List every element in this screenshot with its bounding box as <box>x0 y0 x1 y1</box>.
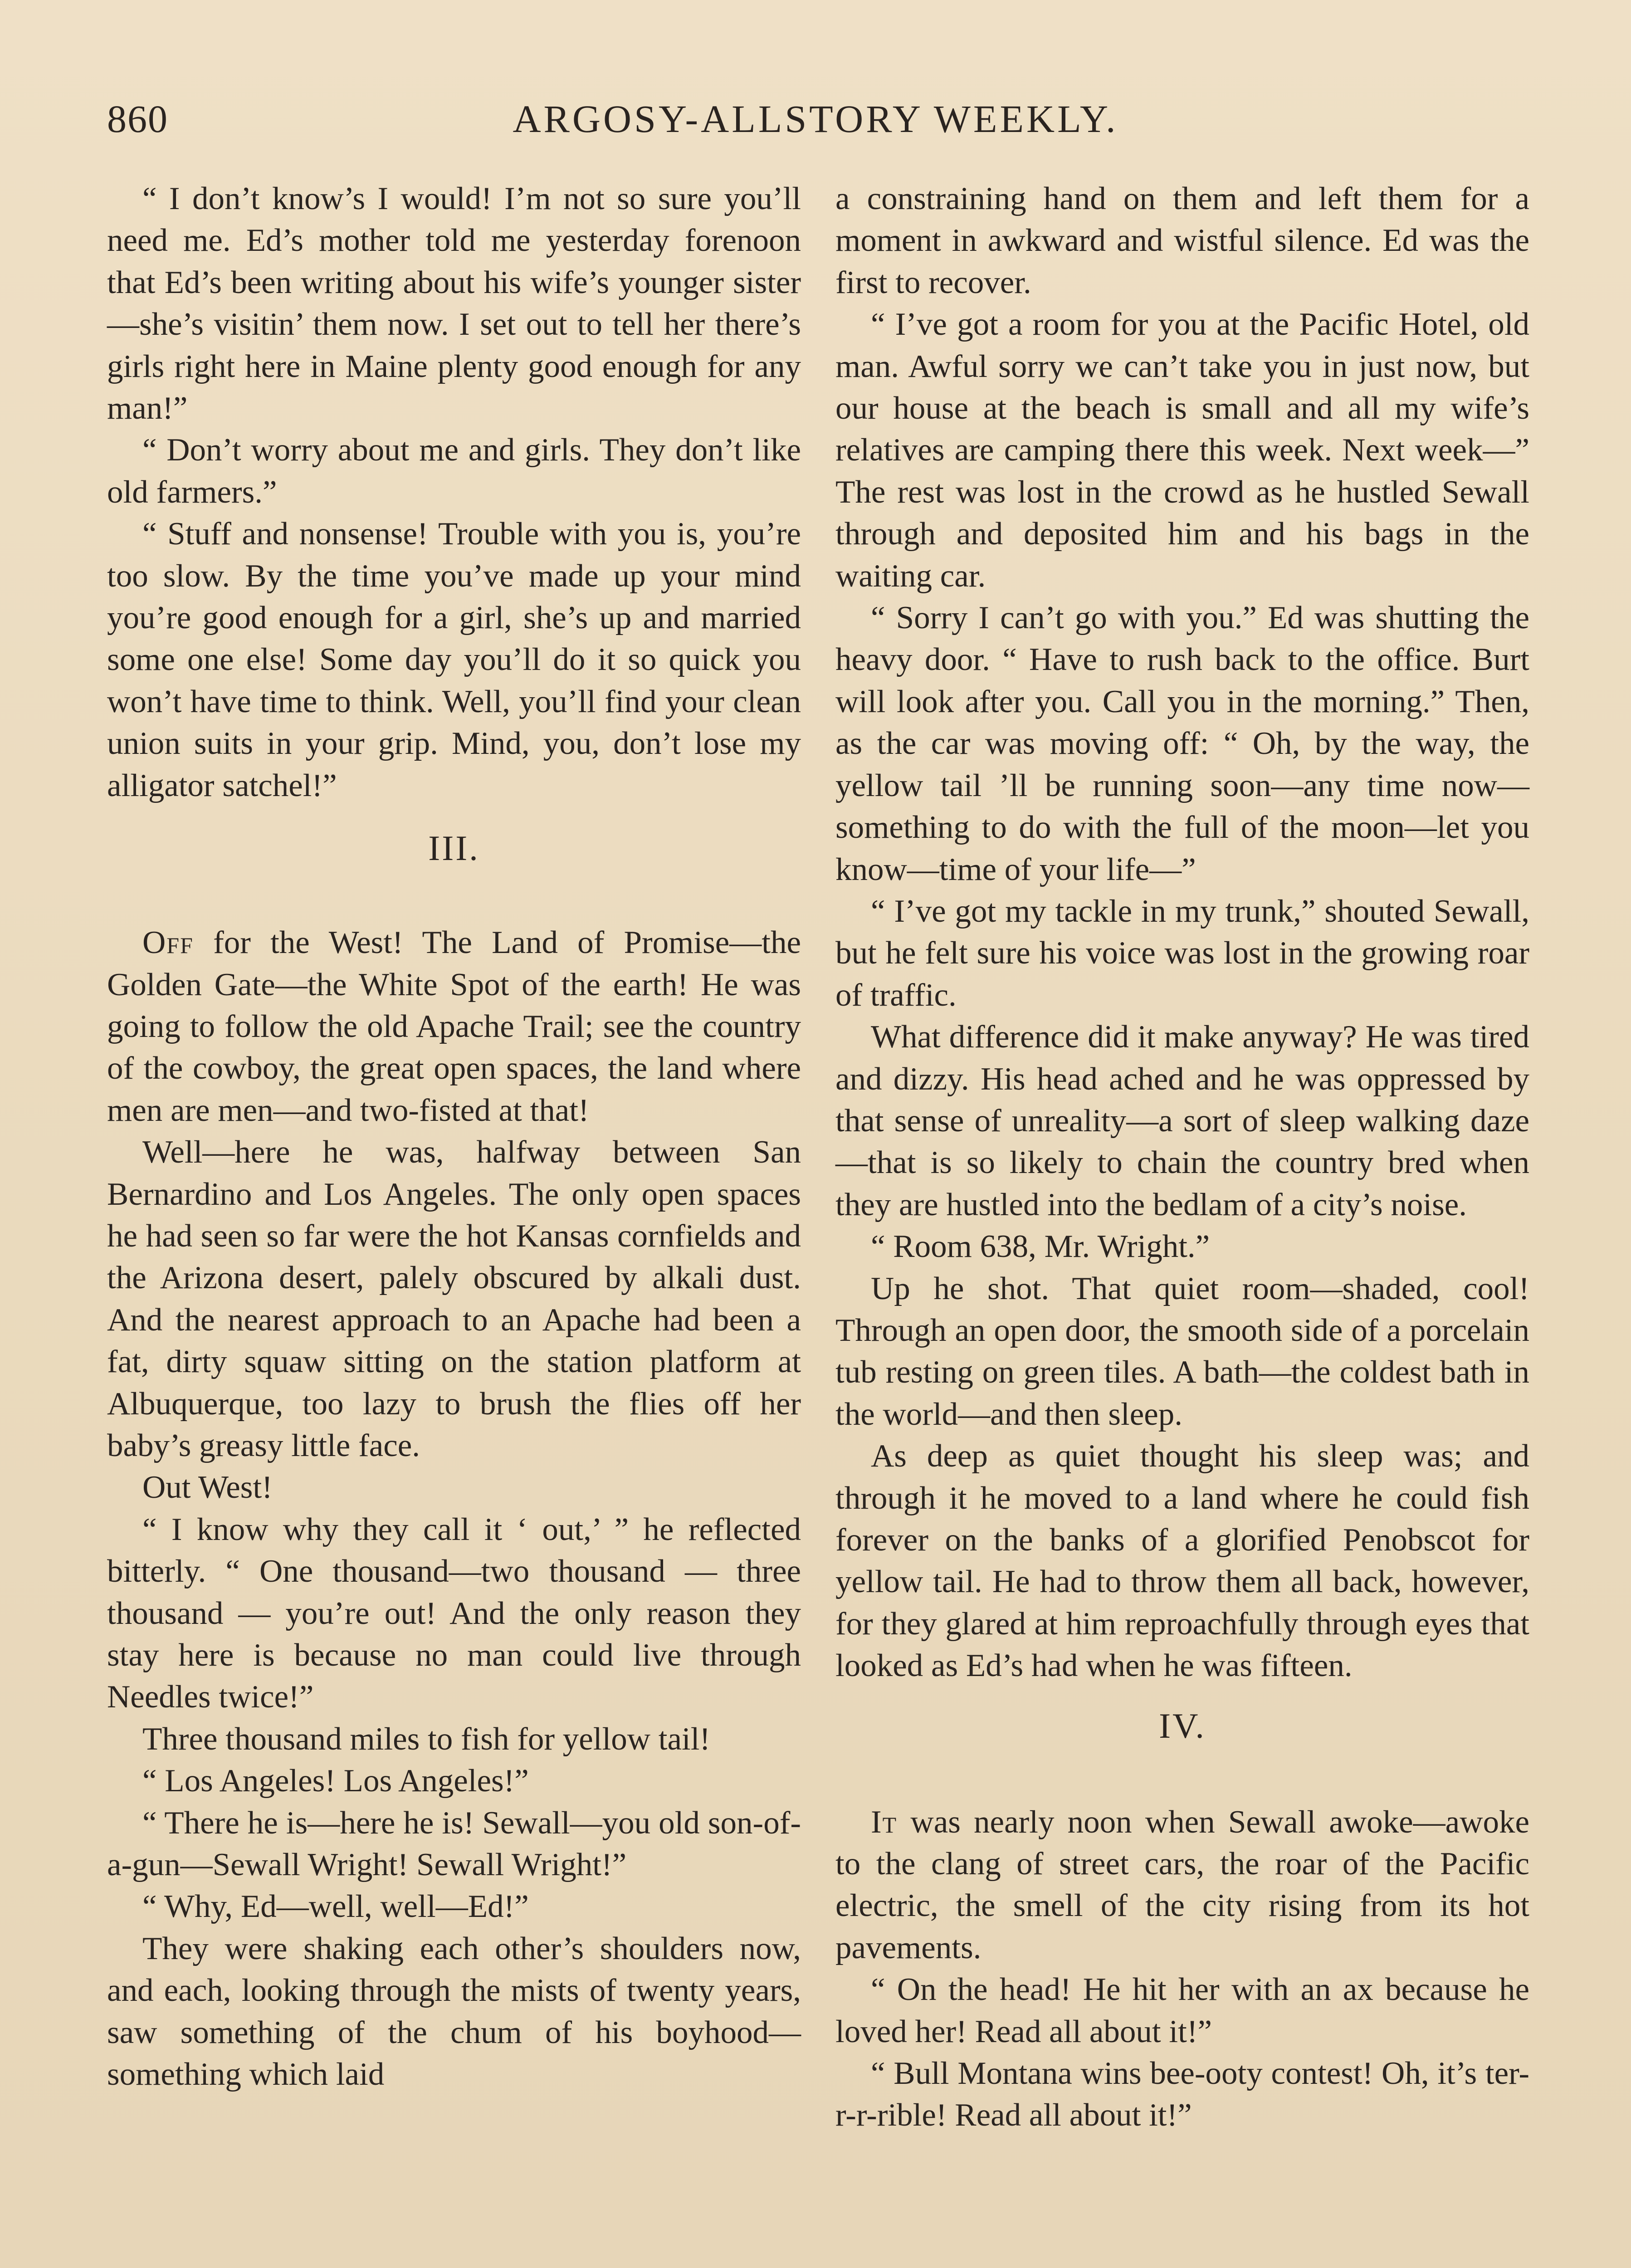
paragraph: “ Stuff and nonsense! Trouble with you is, you’re too slow. By the time you’ve made up your mind you’re good enough for a girl, she’s up and married some one else! Some day you’ll do it so quick you won’t have time to think. Well, you’ll find your clean union suits in your grip. Mind, you, don’t lose my alligator satchel!” <box>107 516 801 803</box>
paragraph: “ I’ve got a room for you at the Pacific Hotel, old man. Awful sorry we can’t take you in just now, but our house at the beach is small and all my wife’s relatives are camping there this week. Next week—” The rest was lost in the crowd as he hustled Sewall through and deposited him and his bags in the waiting car. <box>835 307 1529 594</box>
page-number: 860 <box>107 97 168 141</box>
drop-lead-word: It <box>871 1804 898 1840</box>
paragraph <box>835 1801 1529 1969</box>
chapter-heading: III. <box>428 828 480 868</box>
paragraph-continued: a constraining hand on them and left them for a moment in awkward and wistful silence. Ed was the first to recover. <box>835 181 1529 300</box>
right-column <box>835 178 1529 2136</box>
paragraph-text: for the West! The Land of Promise—the Golden Gate—the White Spot of the earth! He was going to follow the old Apache Trail; see the country of the cowboy, the great open spaces, the land where men are men—and two-fisted at that! <box>107 925 801 1128</box>
paragraph-text: was nearly noon when Sewall awoke—awoke to the clang of street cars, the roar of the Pacific electric, the smell of the city rising from its hot pavements. <box>835 1804 1529 1965</box>
paragraph: “ Don’t worry about me and girls. They don’t like old farmers.” <box>107 432 801 510</box>
paragraph: “ Los Angeles! Los Angeles!” <box>142 1763 529 1799</box>
paragraph: What difference did it make anyway? He was tired and dizzy. His head ached and he was oppressed by that sense of unreality—a sort of sleep walking daze—that is so likely to chain the country bred when they are hustled into the bedlam of a city’s noise. <box>835 1019 1529 1222</box>
paragraph: Out West! <box>142 1470 273 1505</box>
paragraph: “ Bull Montana wins bee-ooty contest! Oh, it’s ter-r-r-rible! Read all about it!” <box>835 2056 1529 2133</box>
left-column <box>107 178 801 2095</box>
paragraph: “ Room 638, Mr. Wright.” <box>871 1229 1210 1265</box>
drop-lead-word: Off <box>142 925 194 961</box>
paragraph <box>107 922 801 1131</box>
paragraph: “ On the head! He hit her with an ax because he loved her! Read all about it!” <box>835 1972 1529 2049</box>
page-header <box>107 96 1524 151</box>
paragraph: “ I don’t know’s I would! I’m not so sure you’ll need me. Ed’s mother told me yesterday forenoon that Ed’s been writing about his wife’s younger sister—she’s visitin’ them now. I set out to tell her there’s girls right here in Maine plenty good enough for any man!” <box>107 181 801 426</box>
paragraph: Up he shot. That quiet room—shaded, cool! Through an open door, the smooth side of a porcelain tub resting on green tiles. A bath—the coldest bath in the world—and then sleep. <box>835 1271 1529 1432</box>
paragraph: “ Sorry I can’t go with you.” Ed was shutting the heavy door. “ Have to rush back to the office. Burt will look after you. Call you in the morning.” Then, as the car was moving off: “ Oh, by the way, the yellow tail ’ll be running soon—any time now—something to do with the full of the moon—let you know—time of your life—” <box>835 600 1529 887</box>
paragraph: “ I know why they call it ‘ out,’ ” he reflected bitterly. “ One thousand—two thousand — three thousand — you’re out! And the only reason they stay here is because no man could live through Needles twice!” <box>107 1511 801 1715</box>
paragraph: Well—here he was, halfway between San Bernardino and Los Angeles. The only open spaces he had seen so far were the hot Kansas cornfields and the Arizona desert, palely obscured by alkali dust. And the nearest approach to an Apache had been a fat, dirty squaw sitting on the station platform at Albuquerque, too lazy to brush the flies off her baby’s greasy little face. <box>107 1134 801 1463</box>
paragraph: “ I’ve got my tackle in my trunk,” shouted Sewall, but he felt sure his voice was lost in the growing roar of traffic. <box>835 893 1529 1013</box>
chapter-heading: IV. <box>1159 1706 1206 1745</box>
paragraph: “ There he is—here he is! Sewall—you old son-of-a-gun—Sewall Wright! Sewall Wright!” <box>107 1805 801 1883</box>
paragraph: As deep as quiet thought his sleep was; and through it he moved to a land where he could fish forever on the banks of a glorified Penobscot for yellow tail. He had to throw them all back, however, for they glared at him reproachfully through eyes that looked as Ed’s had when he was fifteen. <box>835 1438 1529 1684</box>
paragraph: They were shaking each other’s shoulders now, and each, looking through the mists of twenty years, saw something of the chum of his boyhood—something which laid <box>107 1931 801 2092</box>
paragraph: Three thousand miles to fish for yellow tail! <box>142 1721 711 1757</box>
running-title: ARGOSY-ALLSTORY WEEKLY. <box>513 97 1118 141</box>
paragraph: “ Why, Ed—well, well—Ed!” <box>142 1889 529 1925</box>
